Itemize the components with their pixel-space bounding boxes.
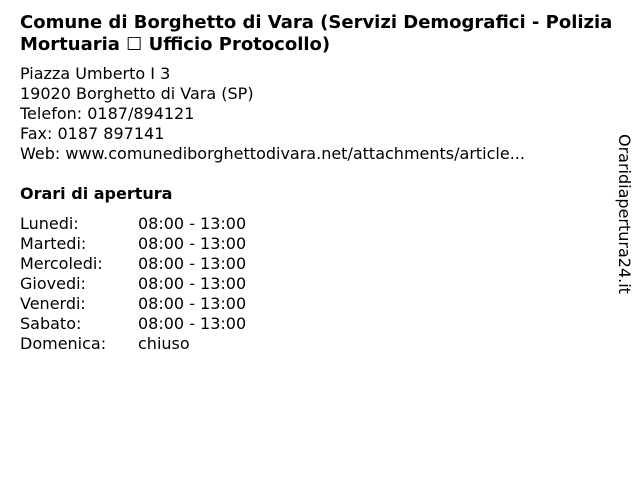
address-block xyxy=(20,64,525,164)
opening-hours-table xyxy=(20,214,246,354)
hours-time: 08:00 - 13:00 xyxy=(138,214,247,233)
address-street: Piazza Umberto I 3 xyxy=(20,64,171,83)
address-web[interactable]: Web: www.comunediborghettodivara.net/attachments/article... xyxy=(20,144,525,163)
hours-row-friday xyxy=(20,294,246,314)
hours-day: Sabato: xyxy=(20,314,82,333)
hours-row-sunday xyxy=(20,334,246,354)
page-title: Comune di Borghetto di Vara (Servizi Demografici - Polizia Mortuaria ☐ Ufficio Protocollo) xyxy=(20,12,613,55)
hours-time: 08:00 - 13:00 xyxy=(138,234,247,253)
address-city: 19020 Borghetto di Vara (SP) xyxy=(20,84,254,103)
hours-day: Venerdi: xyxy=(20,294,86,313)
hours-row-thursday xyxy=(20,274,246,294)
address-fax: Fax: 0187 897141 xyxy=(20,124,165,143)
site-watermark: Oraridiapertura24.it xyxy=(615,134,634,294)
opening-hours-heading: Orari di apertura xyxy=(20,184,173,203)
address-phone: Telefon: 0187/894121 xyxy=(20,104,195,123)
hours-day: Mercoledi: xyxy=(20,254,103,273)
hours-row-saturday xyxy=(20,314,246,334)
hours-day: Giovedi: xyxy=(20,274,86,293)
hours-time: 08:00 - 13:00 xyxy=(138,274,247,293)
hours-time: 08:00 - 13:00 xyxy=(138,314,247,333)
hours-row-monday xyxy=(20,214,246,234)
hours-time: 08:00 - 13:00 xyxy=(138,294,247,313)
hours-row-tuesday xyxy=(20,234,246,254)
hours-row-wednesday xyxy=(20,254,246,274)
hours-time: 08:00 - 13:00 xyxy=(138,254,247,273)
hours-time: chiuso xyxy=(138,334,190,353)
hours-day: Martedi: xyxy=(20,234,87,253)
hours-day: Domenica: xyxy=(20,334,107,353)
hours-day: Lunedi: xyxy=(20,214,79,233)
